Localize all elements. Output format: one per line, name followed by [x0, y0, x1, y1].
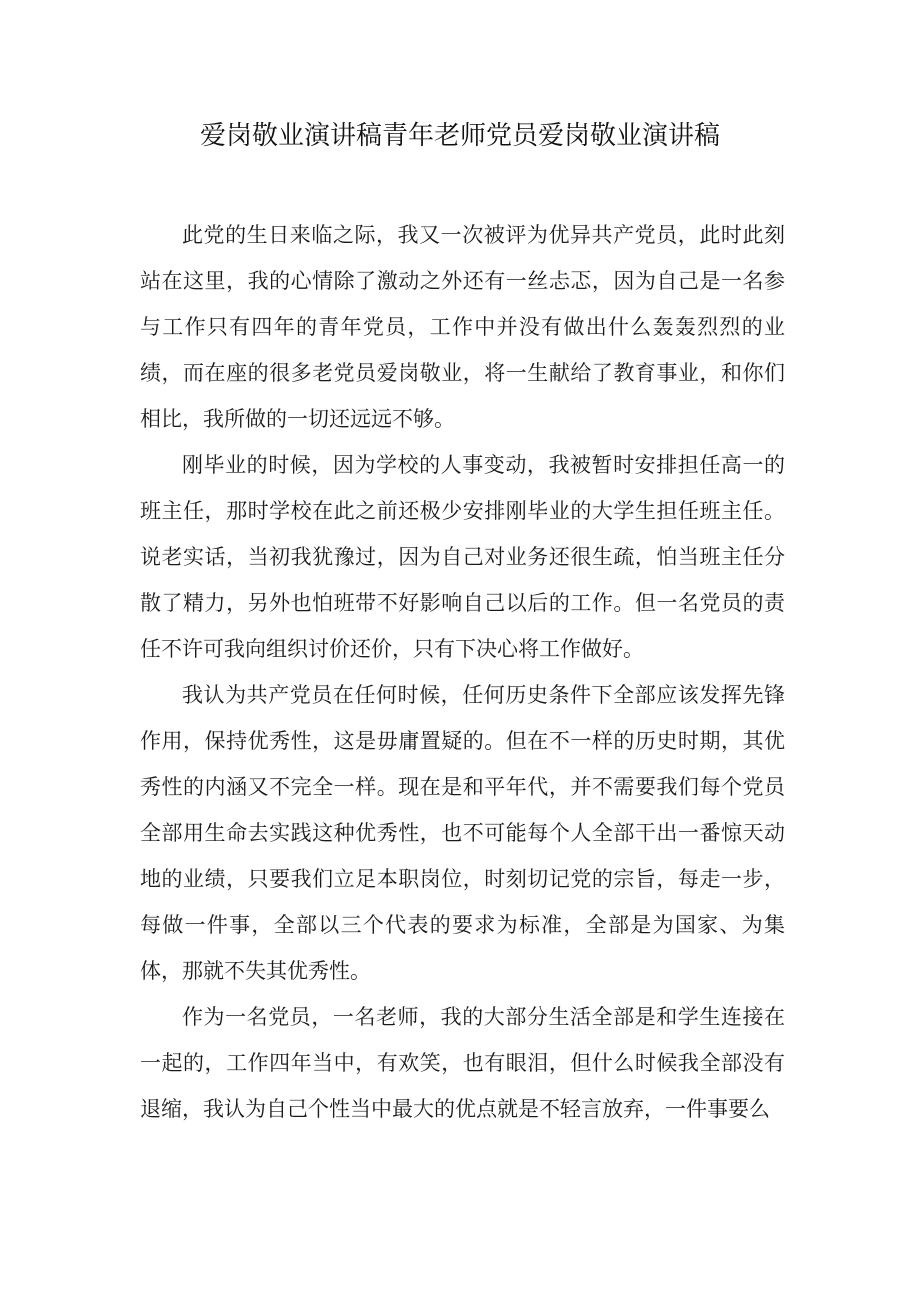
paragraph-2: 刚毕业的时候，因为学校的人事变动，我被暂时安排担任高一的班主任，那时学校在此之前还极少安排刚毕业的大学生担任班主任。说老实话，当初我犹豫过，因为自己对业务还很生疏，怕当班主任分散了精力，另外也怕班带不好影响自己以后的工作。但一名党员的责任不许可我向组织讨价还价，只有下决心将工作做好。	[140, 453, 785, 661]
document-body	[140, 212, 785, 1132]
paragraph-4: 作为一名党员，一名老师，我的大部分生活全部是和学生连接在一起的，工作四年当中，有欢笑，也有眼泪，但什么时候我全部没有退缩，我认为自己个性当中最大的优点就是不轻言放弃，一件事要么	[140, 1005, 785, 1121]
document-title: 爱岗敬业演讲稿青年老师党员爱岗敬业演讲稿	[199, 121, 720, 151]
paragraph-1: 此党的生日来临之际，我又一次被评为优异共产党员，此时此刻站在这里，我的心情除了激动之外还有一丝忐忑，因为自己是一名参与工作只有四年的青年党员，工作中并没有做出什么轰轰烈烈的业绩，而在座的很多老党员爱岗敬业，将一生献给了教育事业，和你们相比，我所做的一切还远远不够。	[140, 223, 785, 431]
paragraph-3: 我认为共产党员在任何时候，任何历史条件下全部应该发挥先锋作用，保持优秀性，这是毋庸置疑的。但在不一样的历史时期，其优秀性的内涵又不完全一样。现在是和平年代，并不需要我们每个党员全部用生命去实践这种优秀性，也不可能每个人全部干出一番惊天动地的业绩，只要我们立足本职岗位，时刻切记党的宗旨，每走一步，每做一件事，全部以三个代表的要求为标准，全部是为国家、为集体，那就不失其优秀性。	[140, 683, 785, 983]
